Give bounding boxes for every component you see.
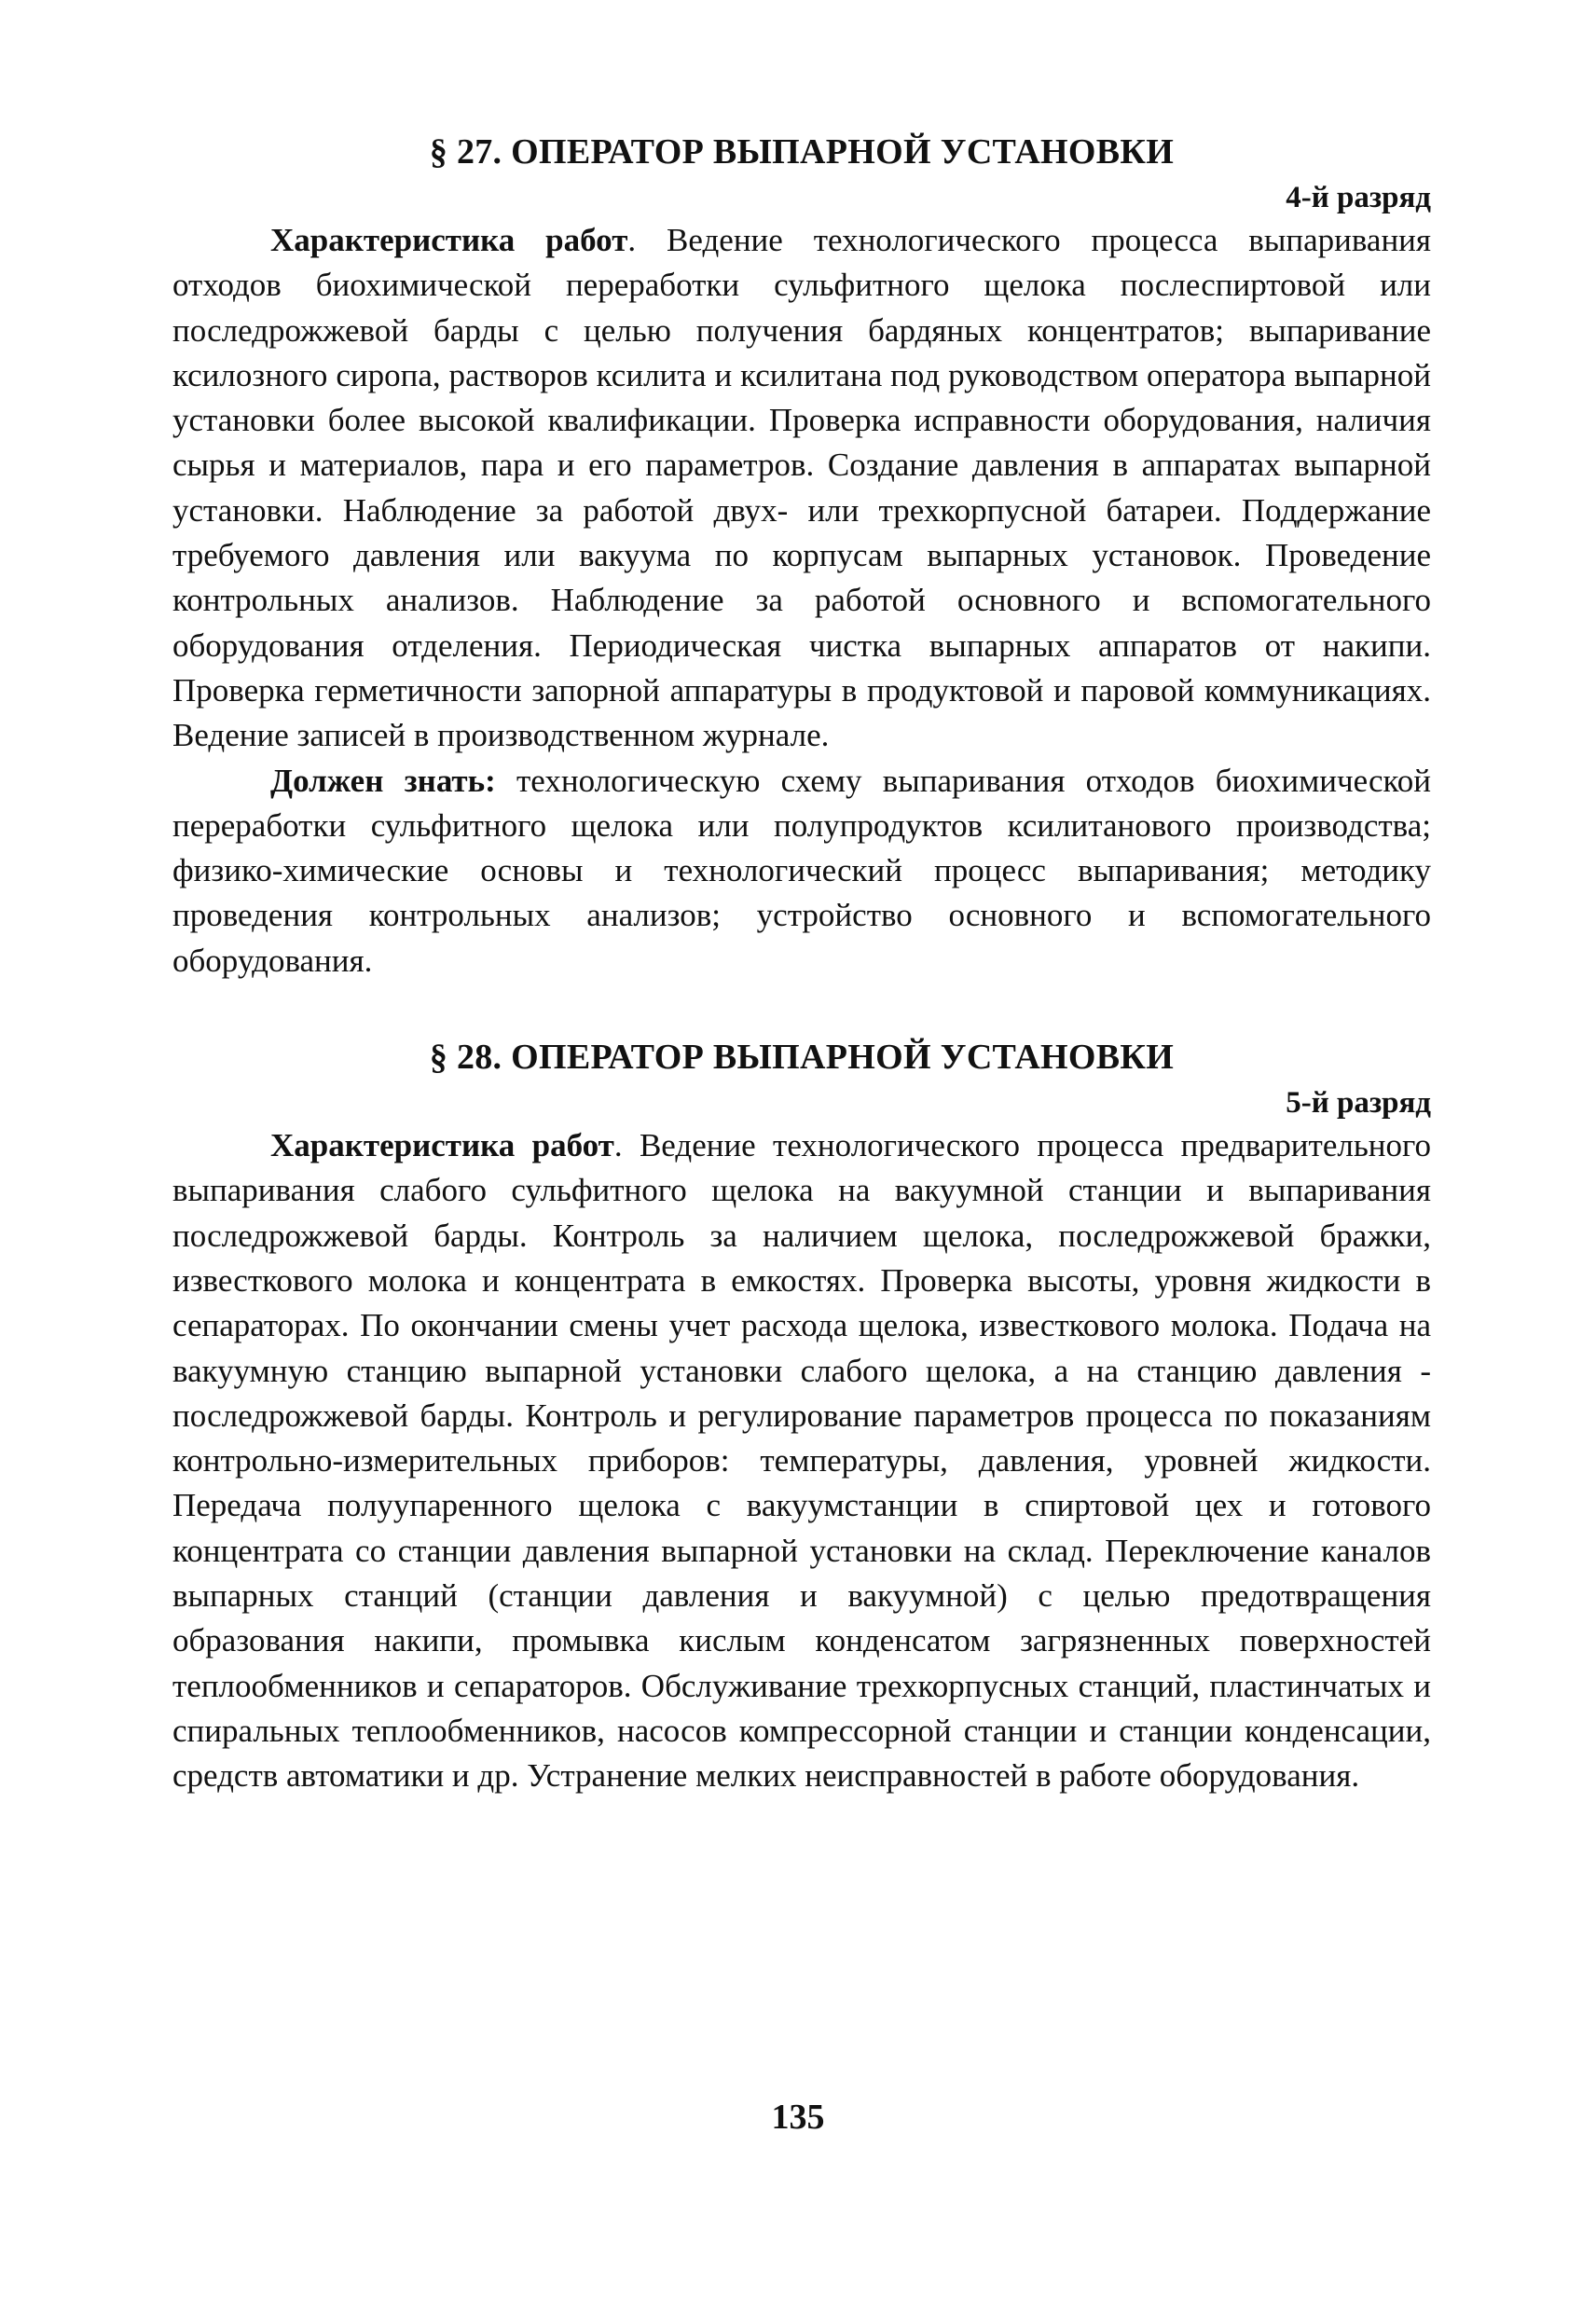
section-title: § 27. ОПЕРАТОР ВЫПАРНОЙ УСТАНОВКИ [429,132,1175,172]
document-page [172,131,1431,1799]
page-number: 135 [771,2098,825,2137]
section-title: § 28. ОПЕРАТОР ВЫПАРНОЙ УСТАНОВКИ [429,1038,1175,1078]
characteristics-text: . Ведение технологического процесса выпаривания отходов биохимической переработки сульфитного щелока послеспиртовой или последрожжевой барды с целью получения бардяных концентратов; выпаривание ксилозного сиропа, растворов ксилита и ксилитана под руководством оператора выпарной установки более высокой квалификации. Проверка исправности оборудования, наличия сырья и материалов, пара и его параметров. Создание давления в аппаратах выпарной установки. Наблюдение за работой двух- или трехкорпусной батареи. Поддержание требуемого давления или вакуума по корпусам выпарных установок. Проведение контрольных анализов. Наблюдение за работой основного и вспомогательного оборудования отделения. Периодическая чистка выпарных аппаратов от накипи. Проверка герметичности запорной аппаратуры в продуктовой и паровой коммуникациях. Ведение записей в производственном журнале. [172,222,1432,754]
characteristics-paragraph [172,1123,1431,1798]
knowledge-label: Должен знать: [270,762,496,799]
characteristics-label: Характеристика работ [270,1127,614,1164]
grade-label: 5-й разряд [1286,1086,1431,1121]
section-27 [172,131,1431,984]
characteristics-text: . Ведение технологического процесса предварительного выпаривания слабого сульфитного щелока на вакуумной станции и выпаривания последрожжевой барды. Контроль за наличием щелока, последрожжевой бражки, известкового молока и концентрата в емкостях. Проверка высоты, уровня жидкости в сепараторах. По окончании смены учет расхода щелока, известкового молока. Подача на вакуумную станцию выпарной установки слабого щелока, а на станцию давления - последрожжевой барды. Контроль и регулирование параметров процесса по показаниям контрольно-измерительных приборов: температуры, давления, уровней жидкости. Передача полуупаренного щелока с вакуумстанции в спиртовой цех и готового концентрата со станции давления выпарной установки на склад. Переключение каналов выпарных станций (станции давления и вакуумной) с целью предотвращения образования накипи, промывка кислым конденсатом загрязненных поверхностей теплообменников и сепараторов. Обслуживание трехкорпусных станций, пластинчатых и спиральных теплообменников, насосов компрессорной станции и станции конденсации, средств автоматики и др. Устранение мелких неисправностей в работе оборудования. [172,1127,1431,1795]
knowledge-paragraph [172,759,1431,984]
characteristics-label: Характеристика работ [270,222,628,258]
knowledge-text: технологическую схему выпаривания отходов биохимической переработки сульфитного щелока или полупродуктов ксилитанового производства; физико-химические основы и технологический процесс выпаривания; методику проведения контрольных анализов; устройство основного и вспомогательного оборудования. [172,762,1431,979]
grade-label: 4-й разряд [1286,181,1431,214]
characteristics-paragraph [172,218,1431,759]
section-28 [172,1036,1431,1798]
